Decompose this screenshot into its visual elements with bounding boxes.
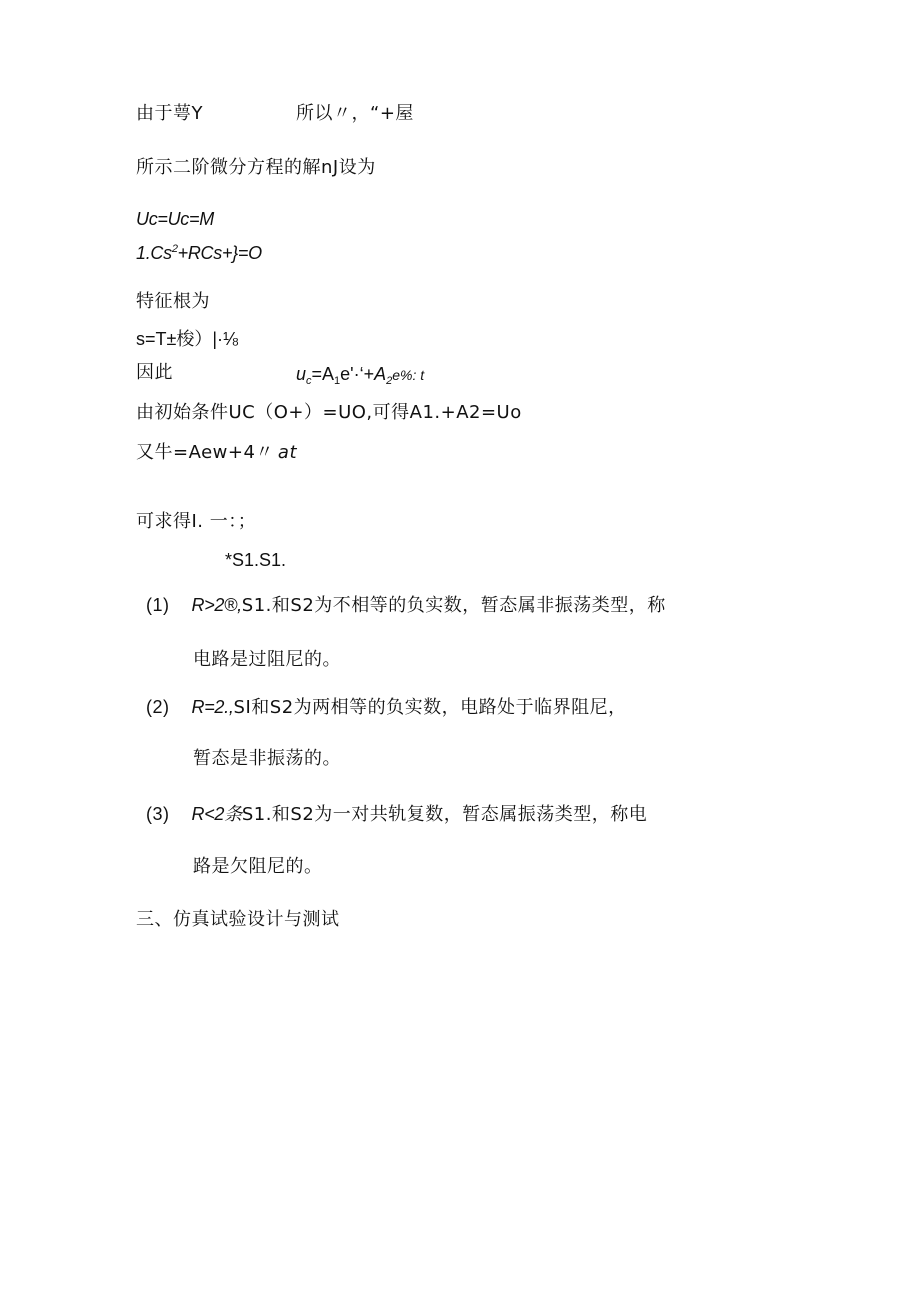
equation-mid2: e'·‘+ [340, 364, 375, 384]
equation-characteristic-main: 1.Cs [136, 243, 172, 263]
line-s1s1: *S1.S1. [225, 550, 287, 570]
equation-tail: e%: t [392, 367, 425, 383]
line-solution-intro: 所示二阶微分方程的解nJ设为 [136, 157, 376, 178]
equation-a2: A [374, 364, 387, 384]
case-2-text: SI和S2为两相等的负实数，电路处于临界阻尼， [233, 697, 627, 718]
section-heading: 三、仿真试验设计与测试 [136, 909, 340, 930]
line-hence: 因此 [136, 362, 173, 383]
equation-u: u [296, 364, 307, 384]
case-2 [146, 695, 627, 720]
equation-uc [136, 207, 214, 231]
equation-roots: s=T±梭）|·⅛ [136, 329, 239, 349]
line-derivative-a: 又牛=Aew+4〃 [136, 442, 274, 463]
equation-characteristic-rest: +RCs+}=O [177, 243, 262, 263]
line-therefore-text: 所以〃，“+屋 [296, 103, 414, 124]
case-1-condition: R>2®, [191, 595, 242, 615]
equation-characteristic [136, 241, 262, 268]
equation-mid1: =A [311, 364, 335, 384]
line-derivative-b: at [277, 442, 298, 463]
line-since-a: 由于萼Y [136, 103, 203, 124]
case-2-continuation: 暂态是非振荡的。 [193, 748, 341, 769]
equation-uc-text: Uc=Uc=M [136, 209, 214, 229]
line-derivative [136, 441, 297, 465]
case-3-text: S1.和S2为一对共轨复数，暂态属振荡类型，称电 [241, 804, 648, 825]
case-3-number: (3) [146, 804, 170, 824]
case-2-number: (2) [146, 697, 170, 717]
equation-a1-sub: 1 [334, 375, 341, 387]
line-since [136, 102, 203, 126]
line-therefore [296, 102, 414, 126]
case-1-number: (1) [146, 595, 170, 615]
equation-characteristic-sup: 2 [171, 243, 178, 255]
case-1 [146, 593, 666, 618]
line-solve: 可求得I. 一：； [136, 511, 257, 532]
equation-u-sub: c [306, 375, 312, 387]
equation-general-solution [296, 362, 424, 389]
case-2-condition: R=2., [191, 697, 234, 717]
case-1-text: S1.和S2为不相等的负实数，暂态属非振荡类型，称 [241, 595, 666, 616]
case-3-condition: R<2条 [191, 804, 242, 824]
case-1-continuation: 电路是过阻尼的。 [193, 649, 341, 670]
case-3 [146, 802, 647, 827]
line-roots-heading: 特征根为 [136, 291, 210, 312]
equation-a2-sub: 2 [386, 375, 393, 387]
case-3-continuation: 路是欠阻尼的。 [193, 856, 323, 877]
line-initial-condition: 由初始条件UC（O+）=UO,可得A1.+A2=Uo [136, 402, 522, 423]
